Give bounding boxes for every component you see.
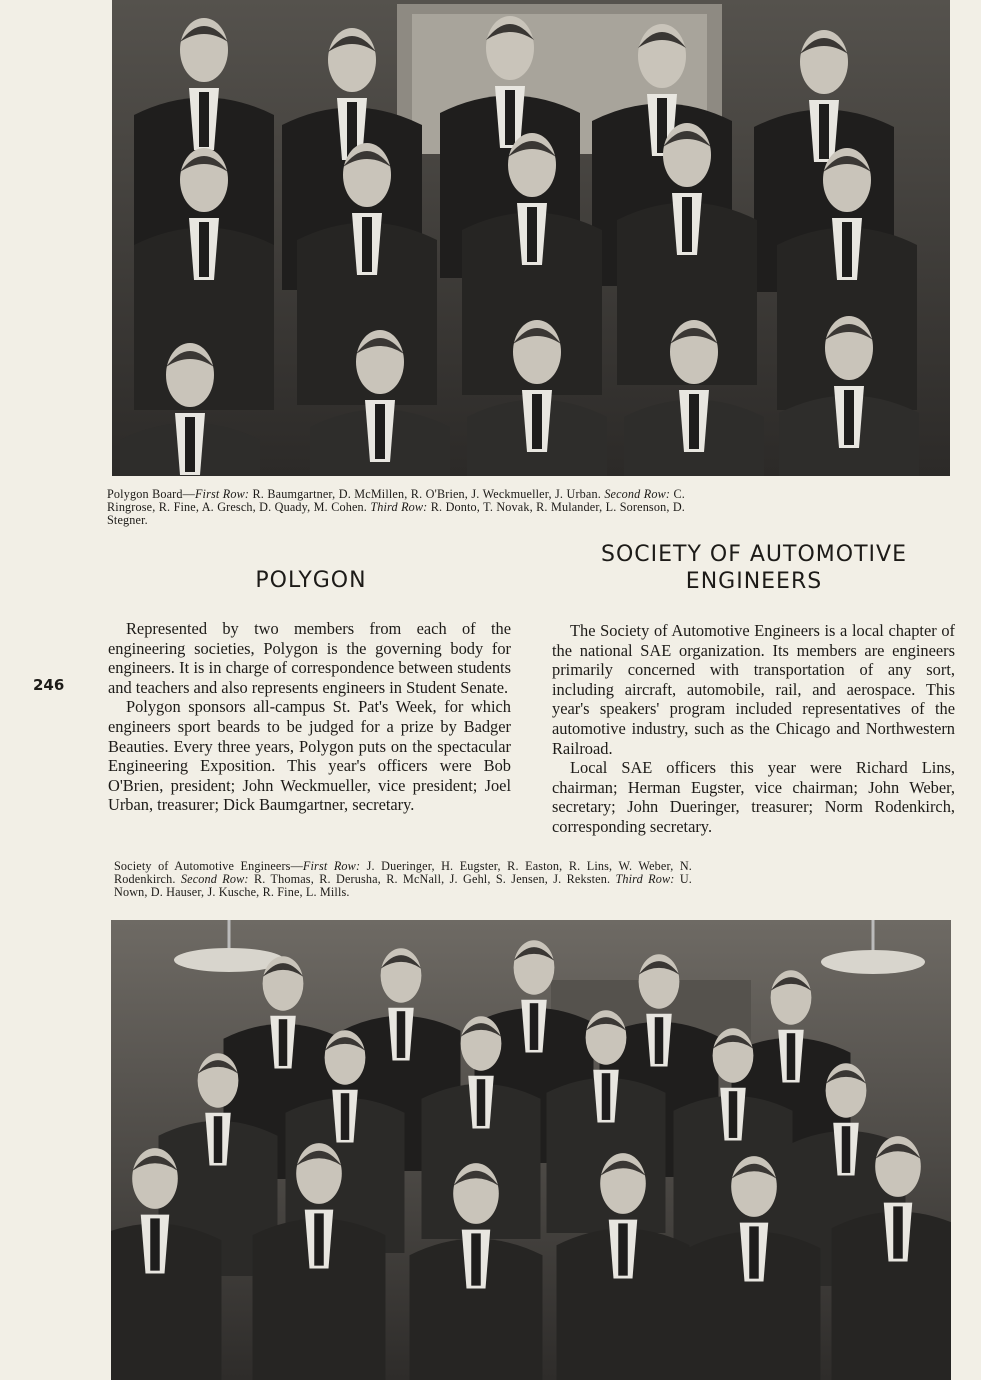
page-number: 246 (33, 676, 65, 694)
caption-row-label: First Row: (194, 487, 250, 501)
sae-article (552, 621, 955, 837)
caption-row-label: Second Row: (180, 872, 249, 886)
caption-row-names: R. Thomas, R. Derusha, R. McNall, J. Gehl, S. Jensen, J. Reksten. (248, 872, 616, 886)
caption-group: Polygon Board— (107, 487, 195, 501)
sae-photo-image (111, 920, 951, 1380)
caption-row-names: U. Nown, D. Hauser, J. Kusche, R. Fine, L. Mills. (114, 872, 692, 899)
article-paragraph: The Society of Automotive Engineers is a local chapter of the national SAE organization. Its members are engineers primarily concerned with transportation of any sort, including aircraft, automobile, rail, and aerospace. This year's speakers' program included representatives of the automotive industry, such as the Chicago and Northwestern Railroad. (552, 621, 955, 758)
caption-row-names: C. Ringrose, R. Fine, A. Gresch, D. Quady, M. Cohen. (107, 487, 685, 514)
polygon-heading: POLYGON (255, 568, 367, 593)
polygon-photo-image (112, 0, 950, 476)
sae-photo-caption (114, 860, 692, 899)
caption-row-names: J. Dueringer, H. Eugster, R. Easton, R. Lins, W. Weber, N. Rodenkirch. (114, 859, 693, 886)
caption-group: Society of Automotive Engineers— (114, 859, 303, 873)
sae-heading (545, 541, 963, 595)
caption-row-label: First Row: (302, 859, 361, 873)
polygon-board-photo (112, 0, 950, 476)
caption-row-names: R. Baumgartner, D. McMillen, R. O'Brien, J. Weckmueller, J. Urban. (249, 487, 605, 501)
caption-row-names: R. Donto, T. Novak, R. Mulander, L. Sorenson, D. Stegner. (107, 500, 686, 527)
article-paragraph: Local SAE officers this year were Richard Lins, chairman; Herman Eugster, vice chairman; John Weber, secretary; John Dueringer, treasurer; Norm Rodenkirch, corresponding secretary. (552, 758, 955, 836)
sae-heading-line2: ENGINEERS (685, 569, 823, 594)
sae-group-photo (111, 920, 951, 1380)
sae-heading-line1: SOCIETY OF AUTOMOTIVE (601, 542, 907, 567)
ceiling-lamp-icon (821, 950, 925, 974)
article-paragraph: Polygon sponsors all-campus St. Pat's Week, for which engineers sport beards to be judged for a prize by Badger Beauties. Every three years, Polygon puts on the spectacular Engineering Exposition. This year's officers were Bob O'Brien, president; John Weckmueller, vice president; Joel Urban, treasurer; Dick Baumgartner, secretary. (108, 697, 511, 815)
caption-row-label: Second Row: (604, 487, 671, 501)
caption-row-label: Third Row: (615, 872, 675, 886)
caption-row-label: Third Row: (370, 500, 428, 514)
article-paragraph: Represented by two members from each of the engineering societies, Polygon is the governing body for engineers. It is in charge of correspondence between students and teachers and also represents engineers in Student Senate. (108, 619, 511, 697)
polygon-article (108, 619, 511, 815)
polygon-photo-caption (107, 488, 685, 527)
